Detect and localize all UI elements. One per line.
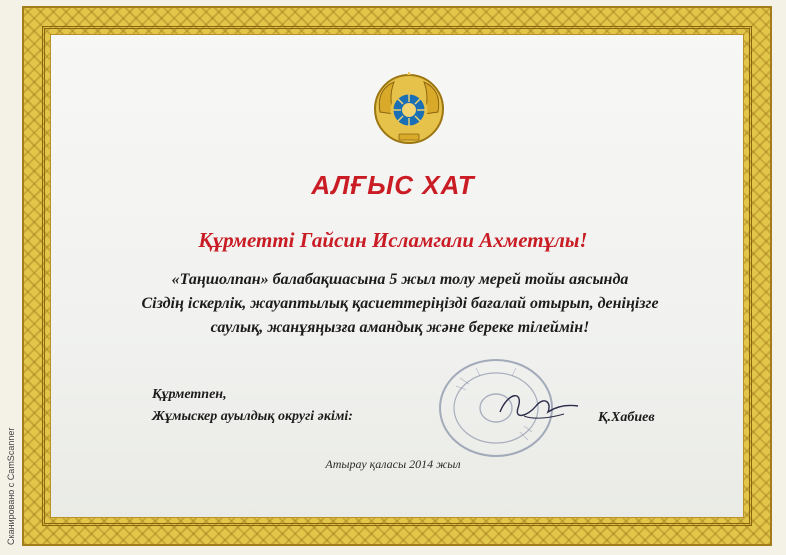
body-line: «Таңшолпан» балабақшасына 5 жыл толу мерей тойы аясында: [171, 271, 629, 288]
signatory-name: Қ.Хабиев: [598, 410, 655, 425]
scanner-watermark: Сканировано с CamScanner: [6, 427, 16, 545]
body-line: саулық, жанұяңызға амандық және береке тілеймін!: [210, 319, 590, 336]
city-year: Атырау қаласы 2014 жыл: [325, 457, 461, 471]
signatory-position: Жұмыскер ауылдық округі әкімі:: [152, 409, 353, 424]
addressee: Құрметті Гайсин Исламгали Ахметұлы!: [198, 228, 588, 252]
certificate-title: АЛҒЫС ХАТ: [311, 170, 475, 200]
closing-text: Құрметпен,: [152, 387, 227, 402]
certificate-body: [120, 268, 680, 340]
body-line: Сіздің іскерлік, жауаптылық қасиеттеріңізді бағалай отырып, деніңізге: [141, 295, 659, 312]
state-emblem-icon: [372, 72, 446, 146]
handwritten-signature: [494, 382, 584, 430]
signature-block: [152, 384, 353, 428]
